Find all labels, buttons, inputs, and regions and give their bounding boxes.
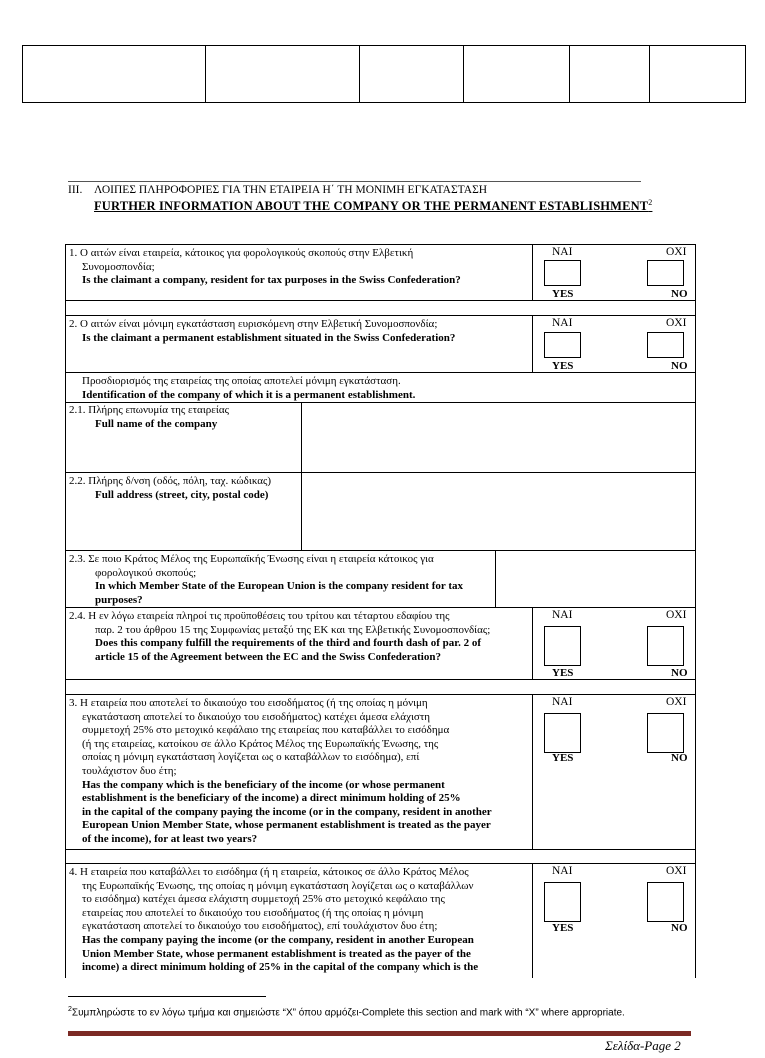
question-2-1: 2.1. Πλήρης επωνυμία της εταιρείας Full name of the company: [69, 404, 229, 430]
section-title-greek: III. ΛΟΙΠΕΣ ΠΛΗΡΟΦΟΡΙΕΣ ΓΙΑ ΤΗΝ ΕΤΑΙΡΕΙΑ Η΄ ΤΗ ΜΟΝΙΜΗ ΕΓΚΑΤΑΣΤΑΣΗ: [68, 184, 488, 196]
no-label-en: NO: [671, 288, 688, 300]
table-divider: [649, 46, 650, 102]
no-label-gr: ΟΧΙ: [666, 865, 687, 877]
no-label-gr: ΟΧΙ: [666, 246, 687, 258]
q1-no-checkbox[interactable]: [647, 260, 684, 286]
no-label-en: NO: [671, 922, 688, 934]
identification-heading: Προσδιορισμός της εταιρείας της οποίας αποτελεί μόνιμη εγκατάσταση. Identification of the company of which it is a permanent establishment.: [82, 375, 416, 401]
q4-yes-checkbox[interactable]: [544, 882, 581, 922]
question-2-2: 2.2. Πλήρης δ/νση (οδός, πόλη, ταχ. κώδικας) Full address (street, city, postal code): [69, 475, 272, 501]
yes-label-gr: ΝΑΙ: [552, 865, 573, 877]
yes-label-en: YES: [552, 922, 574, 934]
q2-4-no-checkbox[interactable]: [647, 626, 684, 666]
question-3: 3. Η εταιρεία που αποτελεί το δικαιούχο του εισοδήματος (ή της οποίας η μόνιμη εγκατάσταση αποτελεί το δικαιούχο του εισοδήματος) κατέχει άμεσα ελάχιστη συμμετοχή 25% στο μετοχικό κεφάλαιο της εταιρείας που καταβάλλει το εισόδημα (ή της εταιρείας, κατοίκου σε άλλο Κράτος Μέλος της Ευρωπαϊκής Ένωσης, της οποίας η μόνιμη εγκατάσταση λογίζεται ως ο καταβάλλων το εισόδημα), επί τουλάχιστον δυο έτη; Has the company which is the beneficiary of the income (or whose permanent establishment is the beneficiary of the income) a direct minimum holding of 25% in the capital of the company paying the income (or in the company, resident in another European Union Member State, whose permanent establishment is treated as the payer of the income), for at least two years?: [69, 697, 492, 845]
yes-label-en: YES: [552, 360, 574, 372]
no-label-en: NO: [671, 667, 688, 679]
footnote-number: 2: [68, 1006, 72, 1013]
q2-no-checkbox[interactable]: [647, 332, 684, 358]
top-table: [22, 45, 746, 103]
question-2-3: 2.3. Σε ποιο Κράτος Μέλος της Ευρωπαϊκής Ένωσης είναι η εταιρεία κάτοικος για φορολογικού σκοπούς; In which Member State of the European Union is the company resident for tax purposes?: [69, 553, 463, 606]
no-label-en: NO: [671, 752, 688, 764]
company-name-field[interactable]: [303, 404, 693, 470]
yes-label-gr: ΝΑΙ: [552, 609, 573, 621]
page-number: Σελίδα-Page 2: [605, 1038, 681, 1053]
no-label-en: NO: [671, 360, 688, 372]
q3-no-checkbox[interactable]: [647, 713, 684, 753]
no-label-gr: ΟΧΙ: [666, 317, 687, 329]
question-2: 2. Ο αιτών είναι μόνιμη εγκατάσταση ευρισκόμενη στην Ελβετική Συνομοσπονδία; Is the claimant a permanent establishment situated in the Swiss Confederation?: [69, 318, 456, 344]
yes-label-gr: ΝΑΙ: [552, 317, 573, 329]
q1-yes-checkbox[interactable]: [544, 260, 581, 286]
no-label-gr: ΟΧΙ: [666, 696, 687, 708]
table-divider: [205, 46, 206, 102]
footnote-ref: 2: [648, 198, 653, 207]
member-state-field[interactable]: [497, 553, 693, 605]
footnote-separator: [68, 996, 266, 997]
yes-label-en: YES: [552, 288, 574, 300]
yes-label-en: YES: [552, 752, 574, 764]
q2-yes-checkbox[interactable]: [544, 332, 581, 358]
question-2-4: 2.4. Η εν λόγω εταιρεία πληροί τις προϋποθέσεις του τρίτου και τέταρτου εδαφίου της παρ. 2 του άρθρου 15 της Συμφωνίας μεταξύ της ΕΚ και της Ελβετικής Συνομοσπονδίας; Does this company fulfill the requirements of the third and fourth dash of par. 2 of article 15 of the Agreement between the EC and the Swiss Confederation?: [69, 610, 491, 663]
table-divider: [359, 46, 360, 102]
footnote: $^2$Συμπληρώστε το εν λόγω τμήμα και σημειώστε “X” όπου αρμόζει-Complete this section and mark with “X” where appropriate.: [68, 1006, 625, 1019]
q2-4-yes-checkbox[interactable]: [544, 626, 581, 666]
yes-label-gr: ΝΑΙ: [552, 246, 573, 258]
section-separator: [68, 181, 641, 182]
no-label-gr: ΟΧΙ: [666, 609, 687, 621]
question-1: 1. Ο αιτών είναι εταιρεία, κάτοικος για φορολογικούς σκοπούς στην Ελβετική Συνομοσπονδία; Is the claimant a company, resident for tax purposes in the Swiss Confederation?: [69, 247, 461, 287]
yes-label-gr: ΝΑΙ: [552, 696, 573, 708]
table-divider: [463, 46, 464, 102]
question-4: 4. Η εταιρεία που καταβάλλει το εισόδημα (ή η εταιρεία, κάτοικος σε άλλο Κράτος Μέλος της Ευρωπαϊκής Ένωσης, της οποίας η μόνιμη εγκατάσταση λογίζεται ως ο καταβάλλων το εισόδημα) κατέχει άμεσα ελάχιστη συμμετοχή 25% στο μετοχικό κεφάλαιο της εταιρείας που αποτελεί το δικαιούχο του εισοδήματος (ή της οποίας η μόνιμη εγκατάσταση αποτελεί το δικαιούχο του εισοδήματος), επί τουλάχιστον δυο έτη; Has the company paying the income (or the company, resident in another European Union Member State, whose permanent establishment is treated as the payer of the income) a direct minimum holding of 25% in the capital of the company which is the: [69, 866, 479, 974]
q3-yes-checkbox[interactable]: [544, 713, 581, 753]
q4-no-checkbox[interactable]: [647, 882, 684, 922]
yes-label-en: YES: [552, 667, 574, 679]
table-divider: [569, 46, 570, 102]
footer-bar: [68, 1031, 691, 1036]
section-title-english: FURTHER INFORMATION ABOUT THE COMPANY OR THE PERMANENT ESTABLISHMENT$^2$: [94, 198, 653, 214]
section-number: III.: [68, 184, 83, 196]
company-address-field[interactable]: [303, 475, 693, 549]
